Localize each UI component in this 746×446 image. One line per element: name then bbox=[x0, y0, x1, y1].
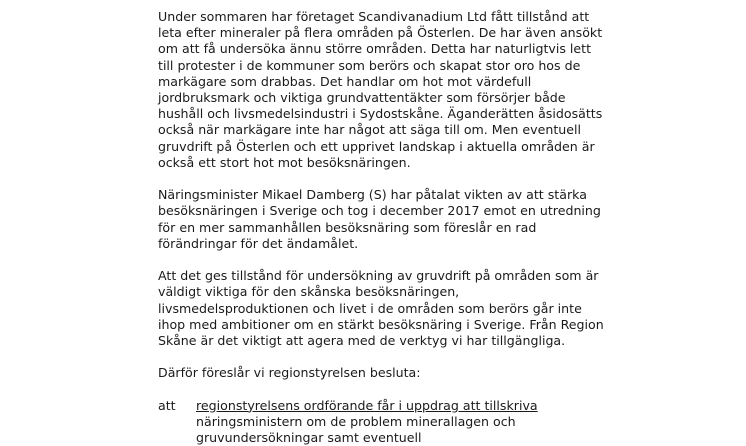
paragraph-proposal-intro: Därför föreslår vi regionstyrelsen besluta: bbox=[158, 365, 421, 381]
document-page bbox=[158, 9, 610, 446]
paragraph-minister: Näringsminister Mikael Damberg (S) har påtalat vikten av att stärka besöksnäringen i Sverige och tog i december 2017 emot en utredning för en mer sammanhållen besöksnäring som föreslår en rad förändringar för det ändamålet. bbox=[158, 187, 601, 251]
motion-text bbox=[196, 398, 610, 446]
paragraph-intro: Under sommaren har företaget Scandivanadium Ltd fått tillstånd att leta efter mineraler på flera områden på Österlen. De har även ansökt om att få undersöka ännu större områden. Detta har naturligtvis lett till protester i de kommuner som berörs och skapat stor oro hos de markägare som drabbas. Det handlar om hot mot värdefull jordbruksmark och viktiga grundvattentäkter som försörjer både hushåll och livsmedelsindustri i Sydostskåne. Äganderätten åsidosätts också när markägare inte har något att säga till om. Men eventuell gruvdrift på Österlen och ett upprivet landskap i aktuella områden är också ett stort hot mot besöksnäringen. bbox=[158, 9, 603, 170]
motion-underlined-text: regionstyrelsens ordförande får i uppdrag att tillskriva bbox=[196, 397, 538, 413]
motion-label: att bbox=[158, 397, 176, 413]
motion-item bbox=[158, 398, 610, 446]
paragraph-conflict: Att det ges tillstånd för undersökning av gruvdrift på områden som är väldigt viktiga för den skånska besöksnäringen, livsmedelsproduktionen och livet i de områden som berörs går inte ihop med ambitioner om en stärkt besöksnäring i Sverige. Från Region Skåne är det viktigt att agera med de verktyg vi har tillgängliga. bbox=[158, 268, 604, 349]
motion-rest-text: näringsministern om de problem minerallagen och gruvundersökningar samt eventuell bbox=[196, 414, 516, 446]
